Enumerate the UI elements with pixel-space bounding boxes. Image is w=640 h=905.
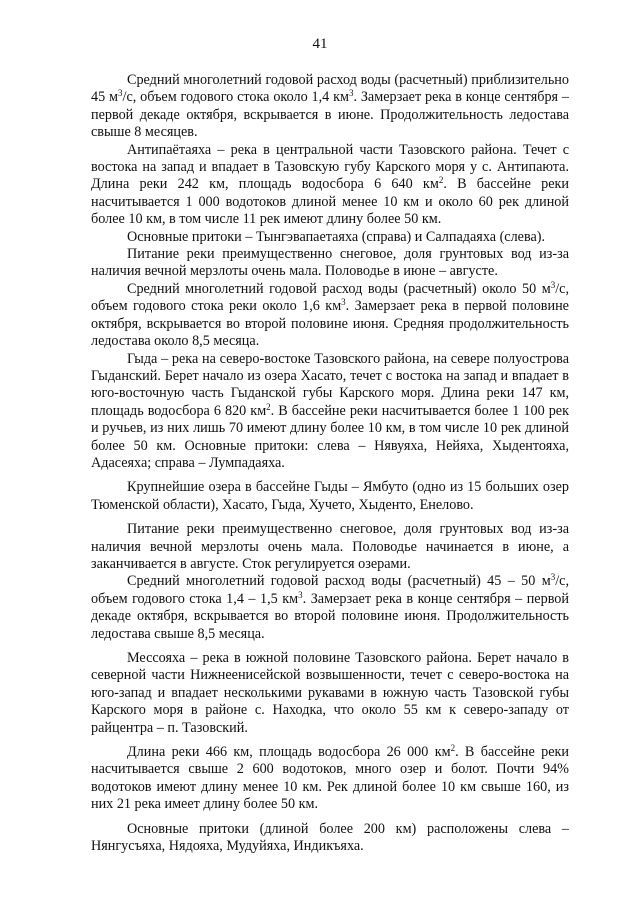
text-run: Питание реки преимущественно снеговое, доля грунтовых вод из-за наличия вечной мерзлоты очень мала. Половодье начинается в июне, а заканчивается в августе. Сток регулируется озерами. [91,521,569,572]
text-run: Антипаётаяха – река в центральной части Тазовского района. Течет с востока на запад и впадает в Тазовскую губу Карского моря у с. Антипаюта. Длина реки 242 км, площадь водосбора 6 640 км [91,141,569,193]
superscript: 3 [550,572,556,583]
text-run: . Замерзает река в конце сентября – первой декаде октября, вскрывается во второй половине июня. Продолжительность ледостава свыше 8,5 месяца. [91,590,569,642]
paragraph [91,281,569,351]
superscript: 3 [118,88,123,99]
paragraph [91,142,569,229]
text-run: Основные притоки – Тынгэвапаетаяха (справа) и Салпадаяха (слева). [127,228,546,245]
text-run: /с, объем годового стока реки около 1,6 км [91,280,569,315]
text-run: /с, объем годового стока 1,4 – 1,5 км [91,573,569,607]
text-run: Средний многолетний годовой расход воды (расчетный) приблизительно 45 м [91,72,569,106]
superscript: 2 [266,401,271,412]
paragraph [91,229,569,246]
paragraph [91,521,569,573]
text-run: Крупнейшие озера в бассейне Гыды – Ямбуто (одно из 15 больших озер Тюменской области), Хасато, Гыда, Хучето, Хыденто, Енелово. [91,479,569,513]
page-number: 41 [312,36,328,52]
body-text [91,72,569,855]
text-run: Мессояха – река в южной половине Тазовского района. Берет начало в северной части Нижнеенисейской возвышенности, течет с северо-востока на юго-запад и впадает несколькими рукавами в южную часть Тазовской губы Карского моря в районе с. Находка, что около 55 км к северо-западу от райцентра – п. Тазовский. [91,650,569,736]
paragraph [91,351,569,473]
text-run: Длина реки 466 км, площадь водосбора 26 000 км [127,744,451,761]
paragraph [91,246,569,281]
text-run: /с, объем годового стока около 1,4 км [122,89,349,106]
text-run: Питание реки преимущественно снеговое, доля грунтовых вод из-за наличия вечной мерзлоты очень мала. Половодье в июне – августе. [91,246,569,280]
superscript: 3 [298,589,303,600]
text-run: Гыда – река на северо-востоке Тазовского района, на севере полуострова Гыданский. Берет начало из озера Хасато, течет с востока на запад и впадает в юго-восточную часть Гыданской губы Карского моря. Длина реки 147 км, площадь водосбора 6 820 км [91,350,569,419]
superscript: 2 [450,743,456,754]
superscript: 3 [348,88,354,99]
paragraph [91,650,569,737]
superscript: 2 [438,175,444,186]
text-run: . Замерзает река в первой половине октября, вскрывается во второй половине июня. Средняя продолжительность ледостава около 8,5 месяца. [91,298,569,350]
text-run: Основные притоки (длиной более 200 км) расположены слева – Нянгусъяха, Нядояха, Мудуйяха, Индикъяха. [91,820,569,855]
paragraph [91,479,569,514]
text-run: Средний многолетний годовой расход воды (расчетный) около 50 м [127,280,551,297]
text-run: . Замерзает река в конце сентября – первой декаде октября, вскрывается в июне. Продолжительность ледостава свыше 8 месяцев. [91,89,569,141]
superscript: 3 [341,297,346,308]
superscript: 3 [550,279,556,290]
text-run: . В бассейне реки насчитывается более 1 100 рек и ручьев, из них лишь 70 имеют длину более 10 км, в том числе 10 рек длиной более 50 км. Основные притоки: слева – Нявуяха, Нейяха, Хыдентояха, Адасеяха; справа – Лумпадаяха. [91,402,569,471]
text-run: Средний многолетний годовой расход воды (расчетный) 45 – 50 м [127,573,551,590]
paragraph [91,821,569,856]
paragraph [91,72,569,142]
paragraph [91,744,569,814]
paragraph [91,573,569,643]
text-run: . В бассейне реки насчитывается свыше 2 600 водотоков, много озер и болот. Почти 94% водотоков имеют длину менее 10 км. Рек длиной более 10 км свыше 160, из них 21 река имеет длину более 50 км. [91,744,569,813]
text-run: . В бассейне реки насчитывается 1 000 водотоков длиной менее 10 км и около 60 рек длиной более 10 км, в том числе 11 рек имеют длину более 50 км. [91,176,569,228]
